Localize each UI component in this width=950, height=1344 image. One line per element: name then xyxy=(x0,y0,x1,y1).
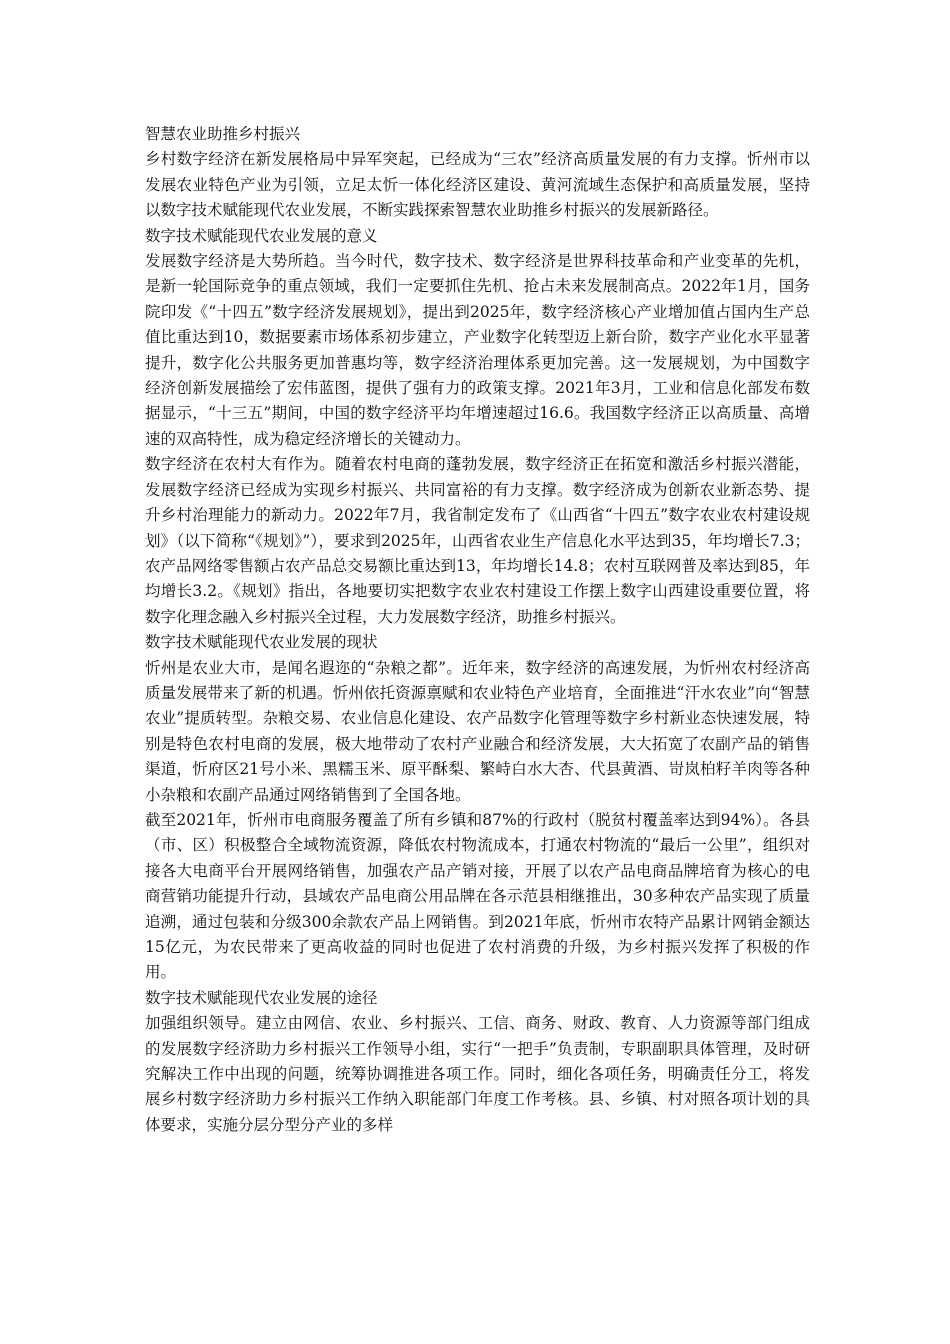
paragraph: 忻州是农业大市，是闻名遐迩的“杂粮之都”。近年来，数字经济的高速发展，为忻州农村经济高质量发展带来了新的机遇。忻州依托资源禀赋和农业特色产业培育，全面推进“汗水农业”向“智慧农业”提质转型。杂粮交易、农业信息化建设、农产品数字化管理等数字乡村新业态快速发展，特别是特色农村电商的发展，极大地带动了农村产业融合和经济发展，大大拓宽了农副产品的销售渠道，忻府区21号小米、黑糯玉米、原平酥梨、繁峙白水大杏、代县黄酒、岢岚柏籽羊肉等各种小杂粮和农副产品通过网络销售到了全国各地。 xyxy=(145,658,810,804)
paragraph: 截至2021年，忻州市电商服务覆盖了所有乡镇和87%的行政村（脱贫村覆盖率达到94%）。各县（市、区）积极整合全域物流资源，降低农村物流成本，打通农村物流的“最后一公里”，组织对接各大电商平台开展网络销售，加强农产品产销对接，开展了以农产品电商品牌培育为核心的电商营销功能提升行动，县域农产品电商公用品牌在各示范县相继推出，30多种农产品实现了质量追溯，通过包装和分级300余款农产品上网销售。到2021年底，忻州市农特产品累计网销金额达15亿元，为农民带来了更高收益的同时也促进了农村消费的升级，为乡村振兴发挥了积极的作用。 xyxy=(145,810,810,982)
intro-paragraph: 乡村数字经济在新发展格局中异军突起，已经成为“三农”经济高质量发展的有力支撑。忻州市以发展农业特色产业为引领，立足太忻一体化经济区建设、黄河流域生态保护和高质量发展，坚持以数字技术赋能现代农业发展，不断实践探索智慧农业助推乡村振兴的发展新路径。 xyxy=(145,150,810,220)
document-page xyxy=(145,122,810,1138)
document-title: 智慧农业助推乡村振兴 xyxy=(145,125,301,143)
section-heading: 数字技术赋能现代农业发展的现状 xyxy=(145,633,378,652)
paragraph: 加强组织领导。建立由网信、农业、乡村振兴、工信、商务、财政、教育、人力资源等部门组成的发展数字经济助力乡村振兴工作领导小组，实行“一把手”负责制，专职副职具体管理，及时研究解决工作中出现的问题，统筹协调推进各项工作。同时，细化各项任务，明确责任分工，将发展乡村数字经济助力乡村振兴工作纳入职能部门年度工作考核。县、乡镇、村对照各项计划的具体要求，实施分层分型分产业的多样 xyxy=(145,1014,810,1134)
section-heading: 数字技术赋能现代农业发展的意义 xyxy=(145,226,378,245)
paragraph: 数字经济在农村大有作为。随着农村电商的蓬勃发展，数字经济正在拓宽和激活乡村振兴潜能，发展数字经济已经成为实现乡村振兴、共同富裕的有力支撑。数字经济成为创新农业新态势、提升乡村治理能力的新动力。2022年7月，我省制定发布了《山西省“十四五”数字农业农村建设规划》（以下简称“《规划》”），要求到2025年，山西省农业生产信息化水平达到35，年均增长7.3；农产品网络零售额占农产品总交易额比重达到13，年均增长14.8；农村互联网普及率达到85，年均增长3.2。《规划》指出，各地要切实把数字农业农村建设工作摆上数字山西建设重要位置，将数字化理念融入乡村振兴全过程，大力发展数字经济，助推乡村振兴。 xyxy=(145,455,810,626)
paragraph: 发展数字经济是大势所趋。当今时代，数字技术、数字经济是世界科技革命和产业变革的先机，是新一轮国际竞争的重点领域，我们一定要抓住先机、抢占未来发展制高点。2022年1月，国务院印发《“十四五”数字经济发展规划》，提出到2025年，数字经济核心产业增加值占国内生产总值比重达到10，数据要素市场体系初步建立，产业数字化转型迈上新台阶，数字产业化水平显著提升，数字化公共服务更加普惠均等，数字经济治理体系更加完善。这一发展规划，为中国数字经济创新发展描绘了宏伟蓝图，提供了强有力的政策支撑。2021年3月，工业和信息化部发布数据显示，“十三五”期间，中国的数字经济平均年增速超过16.6。我国数字经济正以高质量、高增速的双高特性，成为稳定经济增长的关键动力。 xyxy=(145,252,810,448)
section-heading: 数字技术赋能现代农业发展的途径 xyxy=(145,988,378,1007)
